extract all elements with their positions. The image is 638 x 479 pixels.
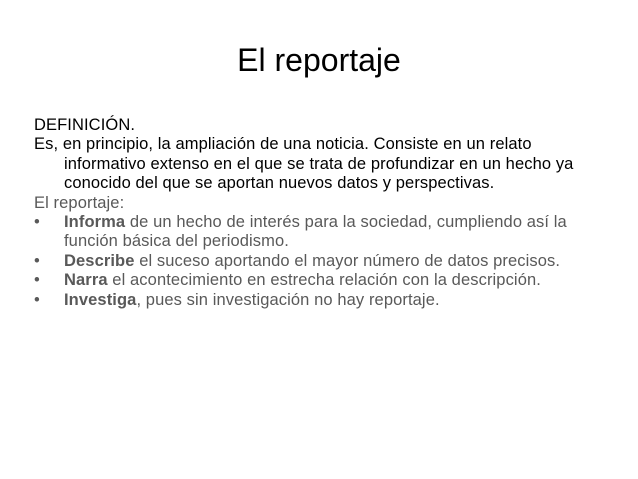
- list-item: [34, 213, 614, 252]
- list-item: [34, 271, 614, 290]
- bullet-icon: •: [34, 290, 40, 309]
- intro-text: El reportaje:: [34, 193, 125, 212]
- list-item: [34, 252, 614, 271]
- list-keyword: Narra: [64, 271, 108, 290]
- bullet-icon: •: [34, 271, 40, 290]
- list-keyword: Informa: [64, 213, 126, 232]
- definition-text: Es, en principio, la ampliación de una noticia. Consiste en un relato informativo extenso en el que se trata de profundizar en un hecho ya conocido del que se aportan nuevos datos y perspectivas.: [34, 135, 574, 193]
- list-item: [34, 291, 614, 310]
- bullet-icon: •: [34, 213, 40, 232]
- list-keyword: Investiga: [64, 290, 137, 309]
- slide-body: [34, 116, 614, 310]
- list-text: , pues sin investigación no hay reportaje.: [136, 290, 440, 309]
- slide-title: El reportaje: [237, 42, 401, 78]
- list-text: de un hecho de interés para la sociedad, cumpliendo así la función básica del periodismo.: [64, 213, 567, 251]
- feature-list: [34, 213, 614, 310]
- list-text: el acontecimiento en estrecha relación con la descripción.: [107, 271, 541, 290]
- bullet-icon: •: [34, 251, 40, 270]
- list-keyword: Describe: [64, 251, 135, 270]
- definition-heading: DEFINICIÓN.: [34, 116, 136, 134]
- list-text: el suceso aportando el mayor número de datos precisos.: [134, 251, 561, 270]
